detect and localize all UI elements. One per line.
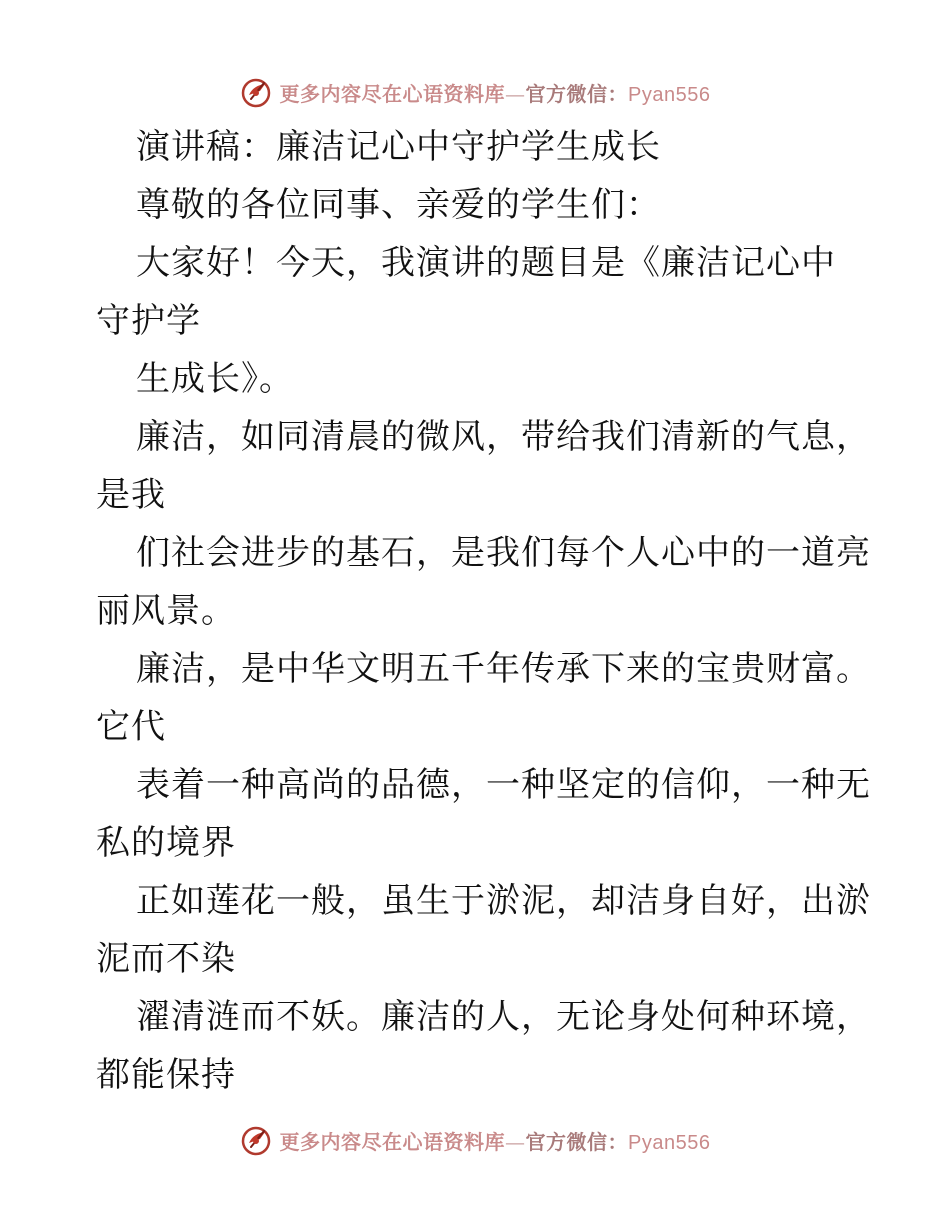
text-line: 廉洁，如同清晨的微风，带给我们清新的气息， bbox=[136, 417, 871, 457]
text-line: 表着一种高尚的品德，一种坚定的信仰，一种无 bbox=[136, 765, 871, 805]
text-line: 守护学 bbox=[96, 301, 201, 341]
text-line: 它代 bbox=[96, 707, 166, 747]
document-body bbox=[96, 118, 876, 1104]
banner-text bbox=[280, 1126, 711, 1155]
banner-wechat-id: Pyan556 bbox=[628, 1131, 711, 1154]
text-line: 正如莲花一般，虽生于淤泥，却洁身自好，出淤 bbox=[136, 881, 871, 921]
banner-dash: — bbox=[505, 1129, 526, 1154]
text-line: 大家好！今天，我演讲的题目是《廉洁记心中 bbox=[136, 243, 836, 283]
text-line: 泥而不染 bbox=[96, 939, 236, 979]
text-line: 廉洁，是中华文明五千年传承下来的宝贵财富。 bbox=[136, 649, 871, 689]
banner-dash: — bbox=[505, 81, 526, 106]
text-line: 私的境界 bbox=[96, 823, 236, 863]
header-banner bbox=[0, 72, 950, 112]
banner-wechat-id: Pyan556 bbox=[628, 83, 711, 106]
banner-text bbox=[280, 78, 711, 107]
text-line: 生成长》。 bbox=[136, 359, 294, 399]
text-line: 们社会进步的基石，是我们每个人心中的一道亮 bbox=[136, 533, 871, 573]
footer-banner bbox=[0, 1120, 950, 1160]
banner-official-label: 官方微信： bbox=[525, 81, 629, 106]
banner-main-text: 更多内容尽在心语资料库 bbox=[279, 81, 506, 106]
document-title: 演讲稿：廉洁记心中守护学生成长 bbox=[136, 127, 661, 167]
text-line: 是我 bbox=[96, 475, 166, 515]
banner-official-label: 官方微信： bbox=[525, 1129, 629, 1154]
pen-logo-icon bbox=[240, 75, 274, 109]
text-line: 丽风景。 bbox=[96, 591, 236, 631]
greeting-line: 尊敬的各位同事、亲爱的学生们： bbox=[136, 185, 661, 225]
banner-main-text: 更多内容尽在心语资料库 bbox=[279, 1129, 506, 1154]
text-line: 濯清涟而不妖。廉洁的人，无论身处何种环境， bbox=[136, 997, 871, 1037]
text-line: 都能保持 bbox=[96, 1055, 236, 1095]
pen-logo-icon bbox=[240, 1123, 274, 1157]
